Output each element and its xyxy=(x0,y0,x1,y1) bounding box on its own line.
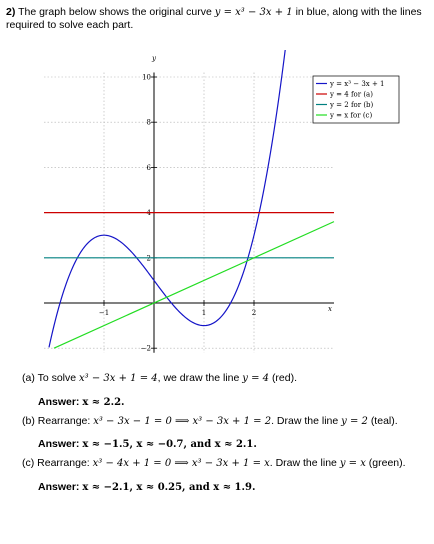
y-axis-label: y xyxy=(152,54,156,63)
part-b-equation: x³ − 3x − 1 = 0 ⟹ x³ − 3x + 1 = 2 xyxy=(93,416,272,427)
part-a-answer-label: Answer: xyxy=(38,396,80,408)
x-axis-label: x xyxy=(328,305,332,313)
part-a-post: (red). xyxy=(271,372,298,384)
y-tick-label: 8 xyxy=(146,118,151,127)
part-b-answer-value: x ≈ −1.5, x ≈ −0.7, and x ≈ 2.1. xyxy=(82,439,257,450)
part-c-statement xyxy=(22,457,406,470)
part-b-answer xyxy=(38,438,257,451)
part-c-pre: Rearrange: xyxy=(37,457,90,469)
y-tick-label: 2 xyxy=(146,254,151,263)
part-c-answer-value: x ≈ −2.1, x ≈ 0.25, and x ≈ 1.9. xyxy=(82,482,256,493)
part-b-answer-label: Answer: xyxy=(38,438,80,450)
y-tick-label: −2 xyxy=(140,344,151,353)
part-a-answer-value: x ≈ 2.2. xyxy=(82,397,125,408)
part-a-pre: To solve xyxy=(37,372,77,384)
graph-figure xyxy=(0,50,434,360)
part-a-label: (a) xyxy=(22,372,35,384)
question-text-after: in blue, along with the lines required to solve each part. xyxy=(6,6,422,31)
part-a-mid: , we draw the line xyxy=(157,372,240,384)
legend-entry: y = 4 for (a) xyxy=(330,90,373,99)
part-c-answer-label: Answer: xyxy=(38,481,80,493)
legend xyxy=(313,76,399,123)
legend-entry: y = x for (c) xyxy=(330,111,373,120)
part-c-answer xyxy=(38,481,255,494)
part-b-statement xyxy=(22,415,398,428)
y-tick-label: 6 xyxy=(146,163,151,172)
part-c-equation: x³ − 4x + 1 = 0 ⟹ x³ − 3x + 1 = x xyxy=(92,458,270,469)
question-curve-math: y = x³ − 3x + 1 xyxy=(214,7,293,18)
part-b-line: y = 2 xyxy=(341,416,368,427)
part-b-label: (b) xyxy=(22,415,35,427)
part-a-answer xyxy=(38,396,125,409)
x-tick-label: −1 xyxy=(98,309,110,317)
question-number: 2) xyxy=(6,6,16,18)
part-c-label: (c) xyxy=(22,457,35,469)
legend-entry: y = x³ − 3x + 1 xyxy=(330,80,385,88)
part-a-equation: x³ − 3x + 1 = 4 xyxy=(79,373,158,384)
part-c-post: (green). xyxy=(368,457,406,469)
part-b-pre: Rearrange: xyxy=(37,415,91,427)
x-tick-label: 1 xyxy=(201,309,207,317)
tick-labels xyxy=(99,54,332,352)
x-tick-label: 2 xyxy=(251,309,257,317)
part-b-post: (teal). xyxy=(370,415,398,427)
part-a-statement xyxy=(22,372,297,385)
question-text-before: The graph below shows the original curve xyxy=(18,6,212,18)
y-tick-label: 4 xyxy=(146,209,151,218)
part-a-line: y = 4 xyxy=(242,373,270,384)
part-c-mid: . Draw the line xyxy=(269,457,337,469)
y-tick-label: 10 xyxy=(142,73,151,82)
part-c-line: y = x xyxy=(339,458,366,469)
question-prompt xyxy=(6,6,426,32)
series-line-3 xyxy=(54,222,334,349)
legend-entry: y = 2 for (b) xyxy=(330,101,374,109)
part-b-mid: . Draw the line xyxy=(271,415,339,427)
